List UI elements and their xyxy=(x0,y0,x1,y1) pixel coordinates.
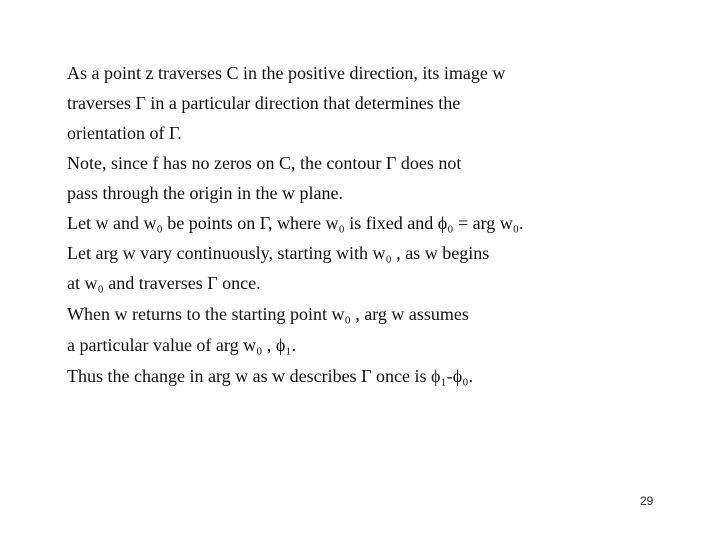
text-line-6: Let w and w₀ be points on Γ, where w₀ is fixed and ϕ₀ = arg w₀. xyxy=(67,213,524,233)
text-line-5: pass through the origin in the w plane. xyxy=(67,183,343,203)
text-line-10: a particular value of arg w₀ , ϕ₁. xyxy=(67,335,297,355)
text-line-8: at w₀ and traverses Γ once. xyxy=(67,273,261,293)
text-line-2: traverses Γ in a particular direction that determines the xyxy=(67,93,461,113)
page-number: 29 xyxy=(640,494,654,508)
text-line-1: As a point z traverses C in the positive direction, its image w xyxy=(67,63,506,83)
text-line-9: When w returns to the starting point w₀ , arg w assumes xyxy=(67,304,469,324)
text-line-11: Thus the change in arg w as w describes Γ once is ϕ₁-ϕ₀. xyxy=(67,366,473,386)
text-line-7: Let arg w vary continuously, starting with w₀ , as w begins xyxy=(67,243,490,263)
text-line-4: Note, since f has no zeros on C, the contour Γ does not xyxy=(67,153,462,173)
text-line-3: orientation of Γ. xyxy=(67,123,182,143)
